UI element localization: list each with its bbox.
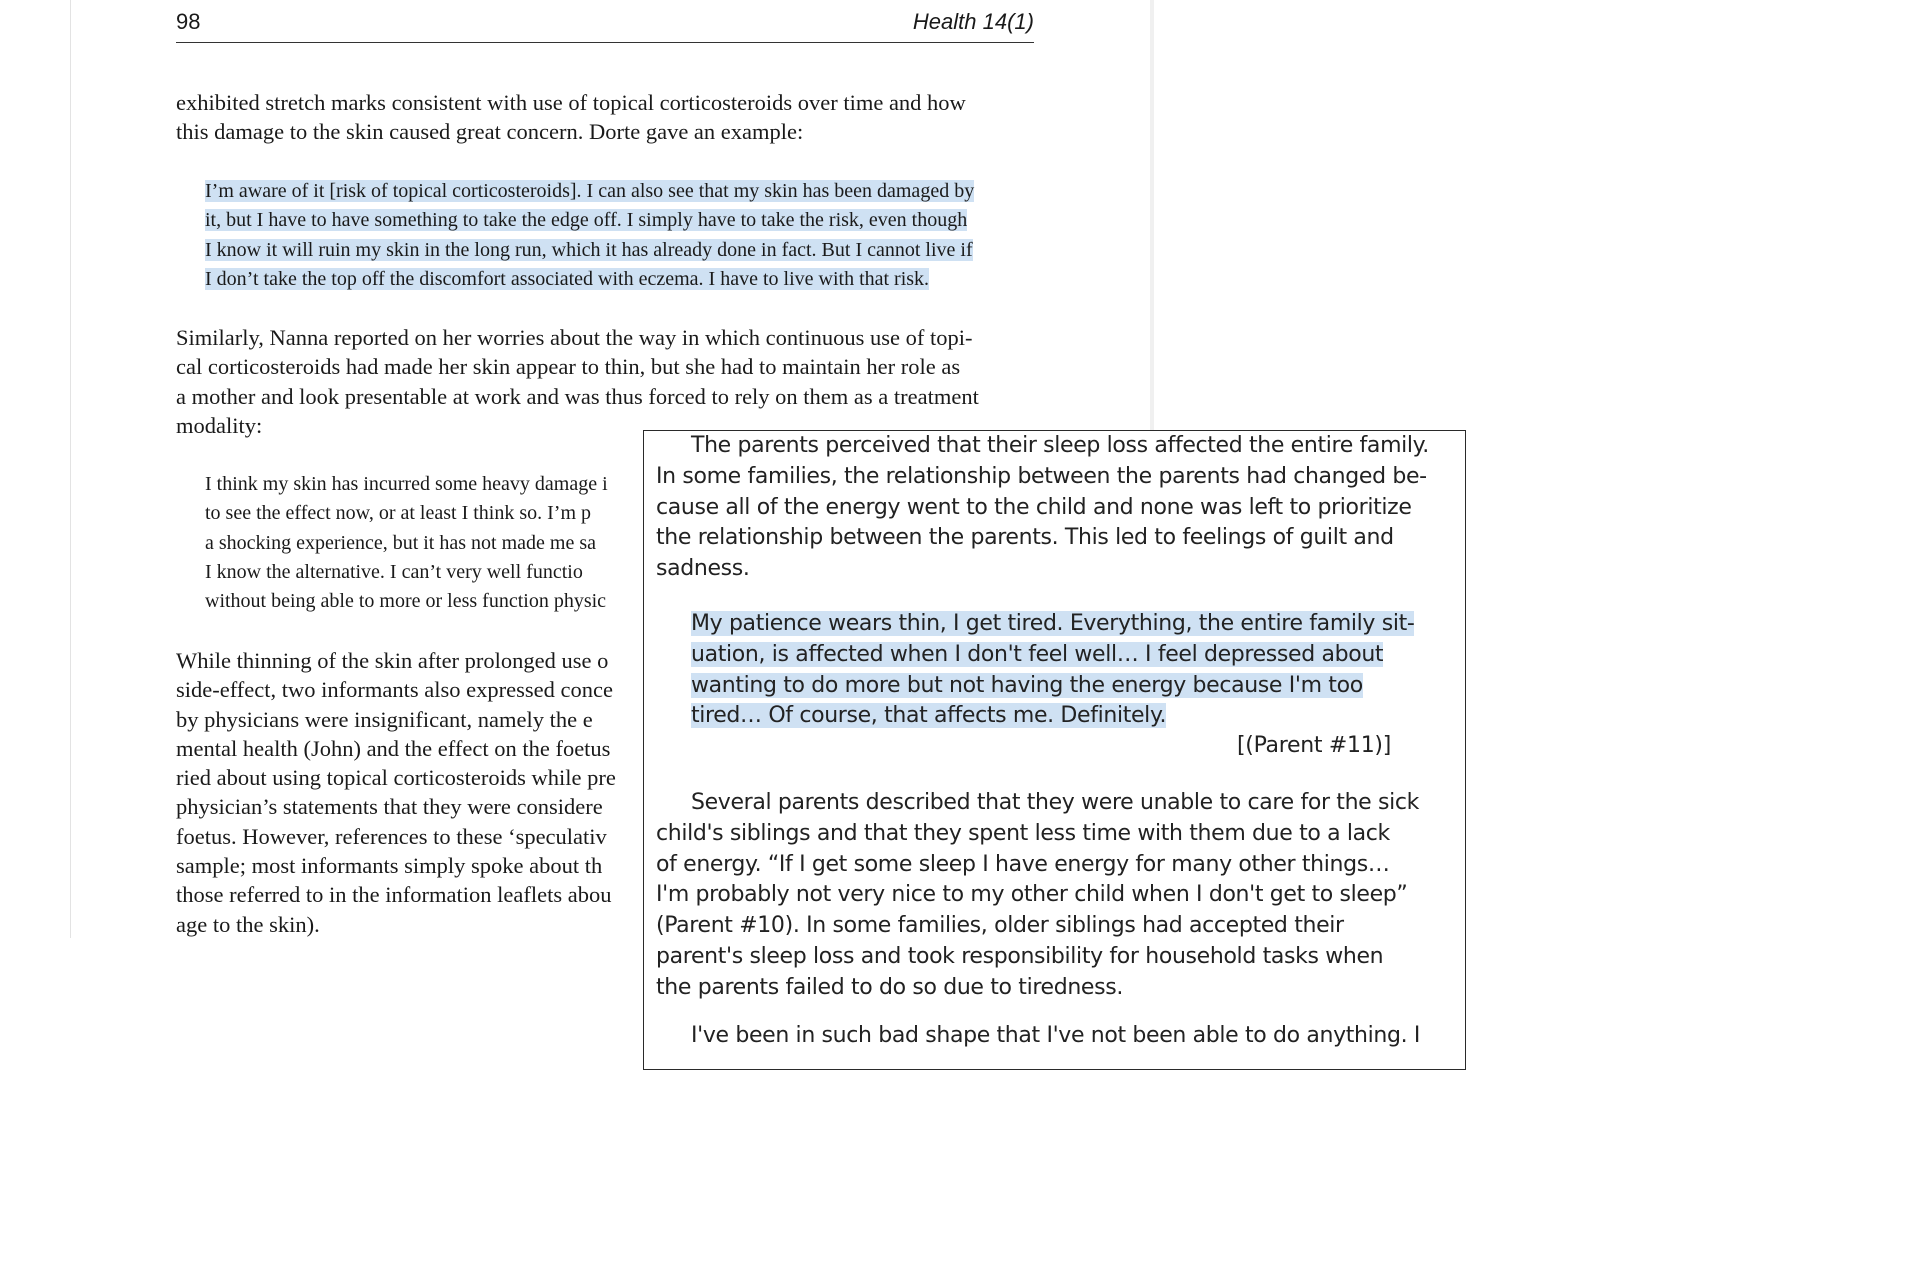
body-paragraph <box>176 88 1034 147</box>
text-line: cal corticosteroids had made her skin appear to thin, but she had to maintain her role as <box>176 354 961 380</box>
text-line: a shocking experience, but it has not made me sa <box>205 531 596 554</box>
text-line: the relationship between the parents. This led to feelings of guilt and <box>656 525 1394 551</box>
text-line: parent's sleep loss and took responsibility for household tasks when <box>656 943 1384 969</box>
overlay-paragraph <box>656 788 1420 1004</box>
page-edge <box>1150 0 1154 430</box>
journal-name: Health 14(1) <box>912 9 1034 34</box>
text-line: In some families, the relationship between the parents had changed be- <box>656 463 1427 489</box>
text-line: uation, is affected when I don't feel well… I feel depressed about <box>691 641 1384 667</box>
text-line: the parents failed to do so due to tiredness. <box>656 974 1123 1000</box>
text-line: this damage to the skin caused great concern. Dorte gave an example: <box>176 119 804 145</box>
text-line: wanting to do more but not having the energy because I'm too <box>691 672 1363 698</box>
text-line: Several parents described that they were unable to care for the sick <box>691 790 1420 815</box>
text-line: mental health (John) and the effect on the foetus <box>176 735 611 761</box>
text-line: While thinning of the skin after prolonged use o <box>176 648 609 673</box>
text-line: cause all of the energy went to the child and none was left to prioritize <box>656 494 1412 520</box>
quote-attribution: [(Parent #11)] <box>1237 733 1391 758</box>
overlay-document-panel[interactable] <box>643 430 1466 1070</box>
text-line: side-effect, two informants also expressed conce <box>176 677 613 703</box>
text-line: The parents perceived that their sleep loss affected the entire family. <box>691 433 1429 458</box>
text-line: My patience wears thin, I get tired. Everything, the entire family sit- <box>691 611 1415 636</box>
text-line: by physicians were insignificant, namely the e <box>176 706 593 732</box>
text-line: sadness. <box>656 556 750 582</box>
text-line: I think my skin has incurred some heavy damage i <box>205 473 608 495</box>
text-line: tired… Of course, that affects me. Definitely. <box>691 703 1167 729</box>
text-line: physician’s statements that they were considere <box>176 794 603 820</box>
text-line: of energy. “If I get some sleep I have energy for many other things… <box>656 851 1390 877</box>
text-line: foetus. However, references to these ‘speculativ <box>176 823 607 849</box>
text-line: sample; most informants simply spoke about th <box>176 853 603 879</box>
text-line: Similarly, Nanna reported on her worries about the way in which continuous use of topi- <box>176 325 973 350</box>
highlighted-block-quote[interactable] <box>205 177 1041 294</box>
text-line: I've been in such bad shape that I've not been able to do anything. I <box>691 1023 1421 1048</box>
text-line: age to the skin). <box>176 911 320 937</box>
running-header <box>176 6 1034 43</box>
text-line: those referred to in the information leaflets abou <box>176 882 612 908</box>
page-edge <box>70 0 71 938</box>
text-line: it, but I have to have something to take the edge off. I simply have to take the risk, even though <box>205 209 968 232</box>
body-paragraph <box>176 323 1034 440</box>
overlay-paragraph <box>656 1021 1421 1052</box>
text-line: without being able to more or less function physic <box>205 590 607 613</box>
overlay-paragraph <box>656 431 1429 585</box>
text-line: I know it will ruin my skin in the long run, which it has already done in fact. But I cannot live if <box>205 238 973 261</box>
page-number: 98 <box>176 9 201 34</box>
text-line: I know the alternative. I can’t very well functio <box>205 560 583 583</box>
text-line: I don’t take the top off the discomfort associated with eczema. I have to live with that risk. <box>205 267 930 290</box>
text-line: a mother and look presentable at work and was thus forced to rely on them as a treatment <box>176 383 979 409</box>
text-line: child's siblings and that they spent less time with them due to a lack <box>656 820 1390 846</box>
text-line: to see the effect now, or at least I think so. I’m p <box>205 502 591 525</box>
text-line: modality: <box>176 412 263 438</box>
text-line: I’m aware of it [risk of topical corticosteroids]. I can also see that my skin has been damaged by <box>205 180 975 202</box>
highlighted-block-quote[interactable] <box>691 609 1415 732</box>
text-line: (Parent #10). In some families, older siblings had accepted their <box>656 913 1344 939</box>
text-line: ried about using topical corticosteroids while pre <box>176 765 616 791</box>
text-line: I'm probably not very nice to my other child when I don't get to sleep” <box>656 882 1408 908</box>
text-line: exhibited stretch marks consistent with use of topical corticosteroids over time and how <box>176 90 966 115</box>
